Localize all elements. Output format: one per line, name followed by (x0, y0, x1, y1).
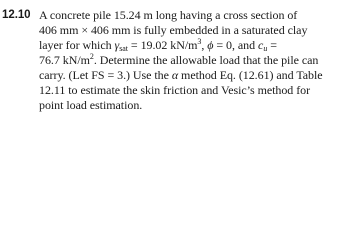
subscript-u: u (263, 44, 268, 53)
phi-symbol: ϕ (207, 38, 214, 52)
text-segment: layer for which (39, 38, 115, 52)
subscript-sat: sat (119, 44, 128, 53)
cohesion-symbol: c (258, 38, 264, 52)
problem-line-4 (39, 53, 344, 68)
text-segment: carry. (Let FS = 3.) Use the (39, 68, 172, 82)
problem-line-7: point load estimation. (39, 98, 143, 112)
superscript-cube: 3 (197, 37, 202, 46)
text-segment: method Eq. (12.61) and Table (178, 68, 323, 82)
problem-body (39, 8, 344, 113)
alpha-symbol: α (171, 68, 179, 82)
superscript-square: 2 (89, 52, 94, 61)
text-segment: , (201, 38, 208, 52)
gamma-symbol: γ (114, 38, 120, 52)
problem-number: 12.10 (2, 9, 31, 21)
problem-line-3 (39, 38, 344, 53)
text-segment: . Determine the allowable load that the pile can (93, 53, 319, 67)
problem-line-1: A concrete pile 15.24 m long having a cross section of (39, 8, 298, 22)
text-segment: 76.7 kN/m (39, 53, 90, 67)
text-segment: = 19.02 kN/m (127, 38, 198, 52)
problem-line-2: 406 mm × 406 mm is fully embedded in a saturated clay (39, 23, 308, 37)
text-segment: = (267, 38, 277, 52)
text-segment: = 0, and (213, 38, 259, 52)
problem-line-6: 12.11 to estimate the skin friction and Vesic’s method for (39, 83, 311, 97)
problem-line-5 (39, 68, 344, 83)
